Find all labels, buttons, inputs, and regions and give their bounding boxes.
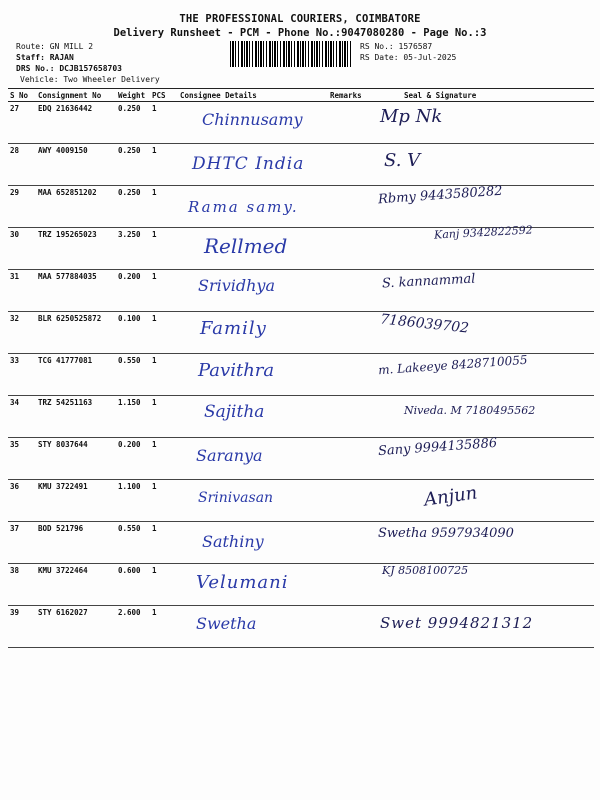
staff-label: Staff: [16,53,50,62]
consignee-cell [178,606,328,648]
col-header: Consignee Details [178,89,328,102]
signature-cell [374,270,594,312]
remarks-cell [328,564,374,606]
pcs-cell: 1 [150,564,178,606]
remarks-cell [328,312,374,354]
consignee-cell [178,186,328,228]
table-row [8,102,594,144]
vehicle-text: Vehicle: Two Wheeler Delivery [20,75,160,84]
serial-number-cell: 27 [8,102,36,144]
pcs-cell: 1 [150,270,178,312]
serial-number-cell: 35 [8,438,36,480]
signature-cell [374,435,594,480]
pcs-cell: 1 [150,480,178,522]
col-header: Weight [116,89,150,102]
table-row [8,186,594,228]
rs-number: RS No.: 1576587 [360,42,433,51]
rs-date: RS Date: 05-Jul-2025 [360,53,457,62]
signature-handwriting: S. V [384,150,421,171]
table-row [8,480,594,522]
weight-cell: 3.250 [116,228,150,270]
consignee-cell [178,270,328,312]
consignee-handwriting: Pavithra [198,360,275,381]
consignment-number-cell: KMU 3722491 [36,480,116,522]
signature-handwriting: S. kannammal [381,271,476,292]
consignment-number-cell: STY 6162027 [36,606,116,648]
consignment-number-cell: TRZ 54251163 [36,396,116,438]
consignment-number-cell: TRZ 195265023 [36,228,116,270]
serial-number-cell: 38 [8,564,36,606]
signature-cell [374,522,594,564]
consignee-handwriting: Saranya [196,446,263,465]
table-row [8,312,594,354]
table-row [8,522,594,564]
pcs-cell: 1 [150,312,178,354]
signature-handwriting: Mp Nk [380,106,443,127]
weight-cell: 0.250 [116,186,150,228]
table-row [8,144,594,186]
runsheet-table [8,88,594,648]
consignee-cell [178,144,328,186]
route-text: Route: GN MILL 2 [16,42,94,51]
table-row [8,438,594,480]
consignment-number-cell: MAA 577884035 [36,270,116,312]
consignee-cell [178,396,328,438]
serial-number-cell: 31 [8,270,36,312]
weight-cell: 0.250 [116,144,150,186]
consignee-cell [178,228,328,270]
remarks-cell [328,480,374,522]
consignee-cell [178,522,328,564]
signature-handwriting: Rbmy 9443580282 [377,183,503,208]
consignment-number-cell: BLR 6250525872 [36,312,116,354]
weight-cell: 0.550 [116,522,150,564]
weight-cell: 2.600 [116,606,150,648]
signature-cell [374,564,594,606]
consignment-number-cell: BOD 521796 [36,522,116,564]
consignee-handwriting: Chinnusamy [202,110,303,129]
serial-number-cell: 37 [8,522,36,564]
serial-number-cell: 33 [8,354,36,396]
col-header: Remarks [328,89,374,102]
company-title: THE PROFESSIONAL COURIERS, COIMBATORE [179,13,421,25]
signature-cell [374,102,594,144]
consignment-number-cell: MAA 652851202 [36,186,116,228]
staff-text [16,53,74,62]
signature-handwriting: 7186039702 [379,311,470,337]
drs-value: DCJB157658703 [59,64,122,73]
pcs-cell: 1 [150,102,178,144]
consignment-number-cell: AWY 4009150 [36,144,116,186]
weight-cell: 1.100 [116,480,150,522]
signature-handwriting: Sany 9994135886 [377,435,498,460]
pcs-cell: 1 [150,438,178,480]
signature-handwriting: Kanj 9342822592 [433,223,534,242]
remarks-cell [328,270,374,312]
weight-cell: 1.150 [116,396,150,438]
pcs-cell: 1 [150,522,178,564]
signature-cell [374,223,594,270]
remarks-cell [328,438,374,480]
pcs-cell: 1 [150,606,178,648]
table-row [8,606,594,648]
signature-cell [374,480,594,522]
col-header: S No [8,89,36,102]
weight-cell: 0.250 [116,102,150,144]
consignee-cell [178,312,328,354]
signature-handwriting: Swet 9994821312 [380,614,534,632]
consignment-number-cell: STY 8037644 [36,438,116,480]
serial-number-cell: 28 [8,144,36,186]
weight-cell: 0.200 [116,438,150,480]
signature-cell [374,183,594,228]
serial-number-cell: 39 [8,606,36,648]
table-row [8,228,594,270]
col-header: PCS [150,89,178,102]
weight-cell: 0.100 [116,312,150,354]
serial-number-cell: 34 [8,396,36,438]
weight-cell: 0.200 [116,270,150,312]
weight-cell: 0.600 [116,564,150,606]
consignee-handwriting: Rellmed [204,234,288,258]
remarks-cell [328,228,374,270]
barcode-image [230,41,353,67]
signature-cell [374,312,594,354]
consignee-cell [178,480,328,522]
signature-handwriting: KJ 8508100725 [382,564,469,577]
signature-handwriting: Niveda. M 7180495562 [404,404,536,417]
remarks-cell [328,522,374,564]
consignee-handwriting: Srinivasan [198,490,274,506]
consignee-handwriting: Family [200,318,267,339]
weight-cell: 0.550 [116,354,150,396]
col-header: Consignment No [36,89,116,102]
consignee-handwriting: Sathiny [202,532,264,551]
serial-number-cell: 29 [8,186,36,228]
consignment-number-cell: EDQ 21636442 [36,102,116,144]
signature-cell [374,144,594,186]
remarks-cell [328,354,374,396]
serial-number-cell: 30 [8,228,36,270]
consignee-cell [178,438,328,480]
consignee-cell [178,564,328,606]
runsheet-subtitle: Delivery Runsheet - PCM - Phone No.:9047080280 - Page No.:3 [113,27,487,39]
drs-text [16,64,122,73]
pcs-cell: 1 [150,144,178,186]
table-row [8,564,594,606]
pcs-cell: 1 [150,354,178,396]
consignee-cell [178,102,328,144]
serial-number-cell: 32 [8,312,36,354]
table-row [8,354,594,396]
pcs-cell: 1 [150,186,178,228]
remarks-cell [328,186,374,228]
staff-value: RAJAN [49,53,74,62]
consignment-number-cell: TCG 41777081 [36,354,116,396]
remarks-cell [328,102,374,144]
col-header: Seal & Signature [374,89,594,102]
remarks-cell [328,606,374,648]
signature-cell [374,606,594,648]
signature-cell [374,354,594,396]
signature-cell [374,396,594,438]
signature-handwriting: Anjun [422,482,479,511]
pcs-cell: 1 [150,228,178,270]
consignee-handwriting: Rama samy. [188,198,299,216]
consignee-handwriting: Swetha [196,614,257,633]
drs-label: DRS No.: [16,64,60,73]
pcs-cell: 1 [150,396,178,438]
signature-handwriting: Swetha 9597934090 [378,526,514,541]
serial-number-cell: 36 [8,480,36,522]
signature-handwriting: m. Lakeeye 8428710055 [377,352,528,378]
consignee-handwriting: Sajitha [204,402,265,422]
table-row [8,396,594,438]
consignee-handwriting: Srividhya [198,276,276,295]
consignee-handwriting: DHTC India [192,154,305,174]
consignment-number-cell: KMU 3722464 [36,564,116,606]
remarks-cell [328,396,374,438]
table-header-row [8,89,594,102]
table-row [8,270,594,312]
remarks-cell [328,144,374,186]
consignee-handwriting: Velumani [196,572,289,593]
consignee-cell [178,354,328,396]
